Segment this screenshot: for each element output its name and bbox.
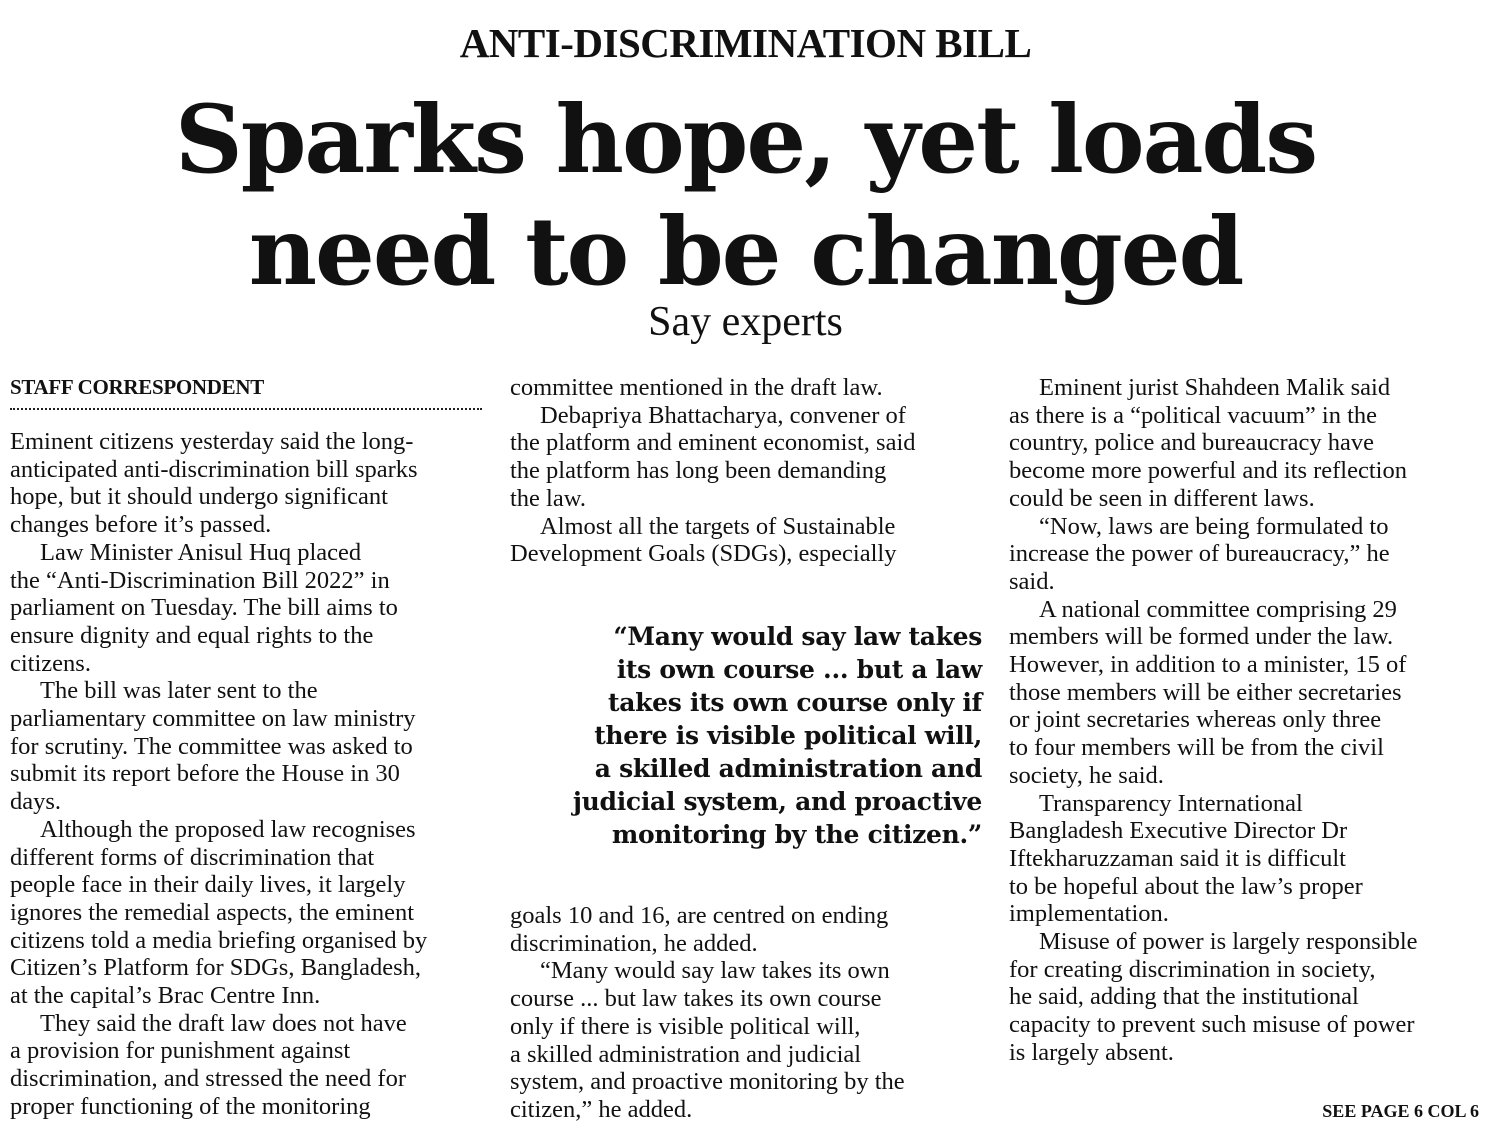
body-text-line: “Many would say law takes its own (540, 957, 890, 985)
byline-divider (10, 408, 482, 410)
body-text-line: They said the draft law does not have (40, 1009, 407, 1037)
body-text-line: discrimination, he added. (510, 929, 758, 957)
body-text-line: those members will be either secretaries (1009, 678, 1402, 706)
pull-quote-line: judicial system, and proactive (572, 787, 982, 816)
jump-line: SEE PAGE 6 COL 6 (1322, 1101, 1479, 1121)
body-text-line: Eminent citizens yesterday said the long- (10, 428, 414, 455)
column-3 (1009, 374, 1484, 1067)
column-2-top (510, 374, 985, 568)
headline (0, 84, 1491, 308)
pull-quote (520, 620, 982, 851)
body-text-line: ignores the remedial aspects, the eminent (10, 898, 415, 926)
body-text-line: citizens told a media briefing organised by (10, 926, 428, 954)
body-text-line: changes before it’s passed. (10, 511, 272, 539)
body-text-line: increase the power of bureaucracy,” he (1009, 540, 1390, 568)
body-text-line: Debapriya Bhattacharya, convener of (540, 401, 906, 429)
body-text-line: anticipated anti-discrimination bill sparks (10, 455, 418, 483)
body-text-line: citizens. (10, 649, 91, 677)
body-text-line: a skilled administration and judicial (510, 1040, 862, 1068)
body-text-line: could be seen in different laws. (1009, 484, 1315, 512)
body-text-line: course ... but law takes its own course (510, 985, 882, 1013)
body-text-line: the platform has long been demanding (510, 457, 887, 485)
body-text-line: the platform and eminent economist, said (510, 429, 916, 457)
body-text-line: system, and proactive monitoring by the (510, 1068, 905, 1096)
body-text-line: to four members will be from the civil (1009, 734, 1384, 762)
body-text-line: Almost all the targets of Sustainable (540, 512, 896, 540)
body-text-line: society, he said. (1009, 761, 1164, 789)
body-text-line: is largely absent. (1009, 1038, 1174, 1066)
pull-quote-line: its own course ... but a law (616, 655, 982, 684)
body-text-line: only if there is visible political will, (510, 1012, 861, 1040)
body-text-line: implementation. (1009, 900, 1169, 928)
body-text-line: members will be formed under the law. (1009, 623, 1394, 651)
body-text-line: different forms of discrimination that (10, 843, 375, 871)
pull-quote-line: there is visible political will, (594, 721, 982, 750)
body-text-line: proper functioning of the monitoring (10, 1092, 371, 1120)
column-2-bottom (510, 902, 985, 1124)
body-text-line: at the capital’s Brac Centre Inn. (10, 982, 321, 1010)
body-text-line: citizen,” he added. (510, 1095, 693, 1123)
body-text-line: parliament on Tuesday. The bill aims to (10, 594, 398, 622)
pull-quote-line: takes its own course only if (607, 688, 982, 717)
headline-line-1: Sparks hope, yet loads (174, 85, 1317, 195)
column-1 (10, 428, 485, 1121)
body-text-line: ensure dignity and equal rights to the (10, 621, 374, 649)
body-text-line: become more powerful and its reflection (1009, 457, 1407, 485)
byline: STAFF CORRESPONDENT (10, 375, 264, 399)
body-text-line: The bill was later sent to the (40, 677, 318, 705)
body-text-line: the law. (510, 484, 586, 512)
body-text-line: said. (1009, 567, 1055, 595)
body-text-line: A national committee comprising 29 (1039, 595, 1397, 623)
body-text-line: Transparency International (1039, 789, 1303, 817)
body-text-line: However, in addition to a minister, 15 of (1009, 651, 1407, 679)
subhead: Say experts (648, 299, 843, 345)
body-text-line: country, police and bureaucracy have (1009, 429, 1375, 457)
body-text-line: the “Anti-Discrimination Bill 2022” in (10, 566, 390, 594)
body-text-line: as there is a “political vacuum” in the (1009, 401, 1378, 429)
body-text-line: hope, but it should undergo significant (10, 483, 388, 511)
headline-line-2: need to be changed (248, 197, 1243, 307)
pull-quote-line: a skilled administration and (594, 754, 982, 783)
pull-quote-line: “Many would say law takes (613, 622, 982, 651)
body-text-line: Iftekharuzzaman said it is difficult (1009, 844, 1346, 872)
body-text-line: Although the proposed law recognises (40, 815, 416, 843)
body-text-line: days. (10, 788, 62, 816)
body-text-line: Misuse of power is largely responsible (1039, 928, 1418, 956)
body-text-line: Eminent jurist Shahdeen Malik said (1039, 374, 1391, 401)
body-text-line: Law Minister Anisul Huq placed (40, 538, 362, 566)
pull-quote-line: monitoring by the citizen.” (611, 820, 982, 849)
body-text-line: Citizen’s Platform for SDGs, Bangladesh, (10, 954, 422, 982)
body-text-line: parliamentary committee on law ministry (10, 705, 416, 733)
body-text-line: to be hopeful about the law’s proper (1009, 872, 1363, 900)
body-text-line: committee mentioned in the draft law. (510, 374, 883, 401)
body-text-line: a provision for punishment against (10, 1037, 351, 1065)
body-text-line: goals 10 and 16, are centred on ending (510, 902, 889, 929)
body-text-line: discrimination, and stressed the need for (10, 1065, 406, 1093)
kicker: ANTI-DISCRIMINATION BILL (459, 20, 1032, 66)
body-text-line: “Now, laws are being formulated to (1039, 512, 1389, 540)
body-text-line: Development Goals (SDGs), especially (510, 540, 897, 568)
body-text-line: Bangladesh Executive Director Dr (1009, 817, 1348, 845)
body-text-line: for creating discrimination in society, (1009, 955, 1376, 983)
body-text-line: capacity to prevent such misuse of power (1009, 1011, 1415, 1039)
body-text-line: submit its report before the House in 30 (10, 760, 400, 788)
body-text-line: or joint secretaries whereas only three (1009, 706, 1382, 734)
body-text-line: for scrutiny. The committee was asked to (10, 732, 413, 760)
body-text-line: he said, adding that the institutional (1009, 983, 1359, 1011)
body-text-line: people face in their daily lives, it largely (10, 871, 406, 899)
